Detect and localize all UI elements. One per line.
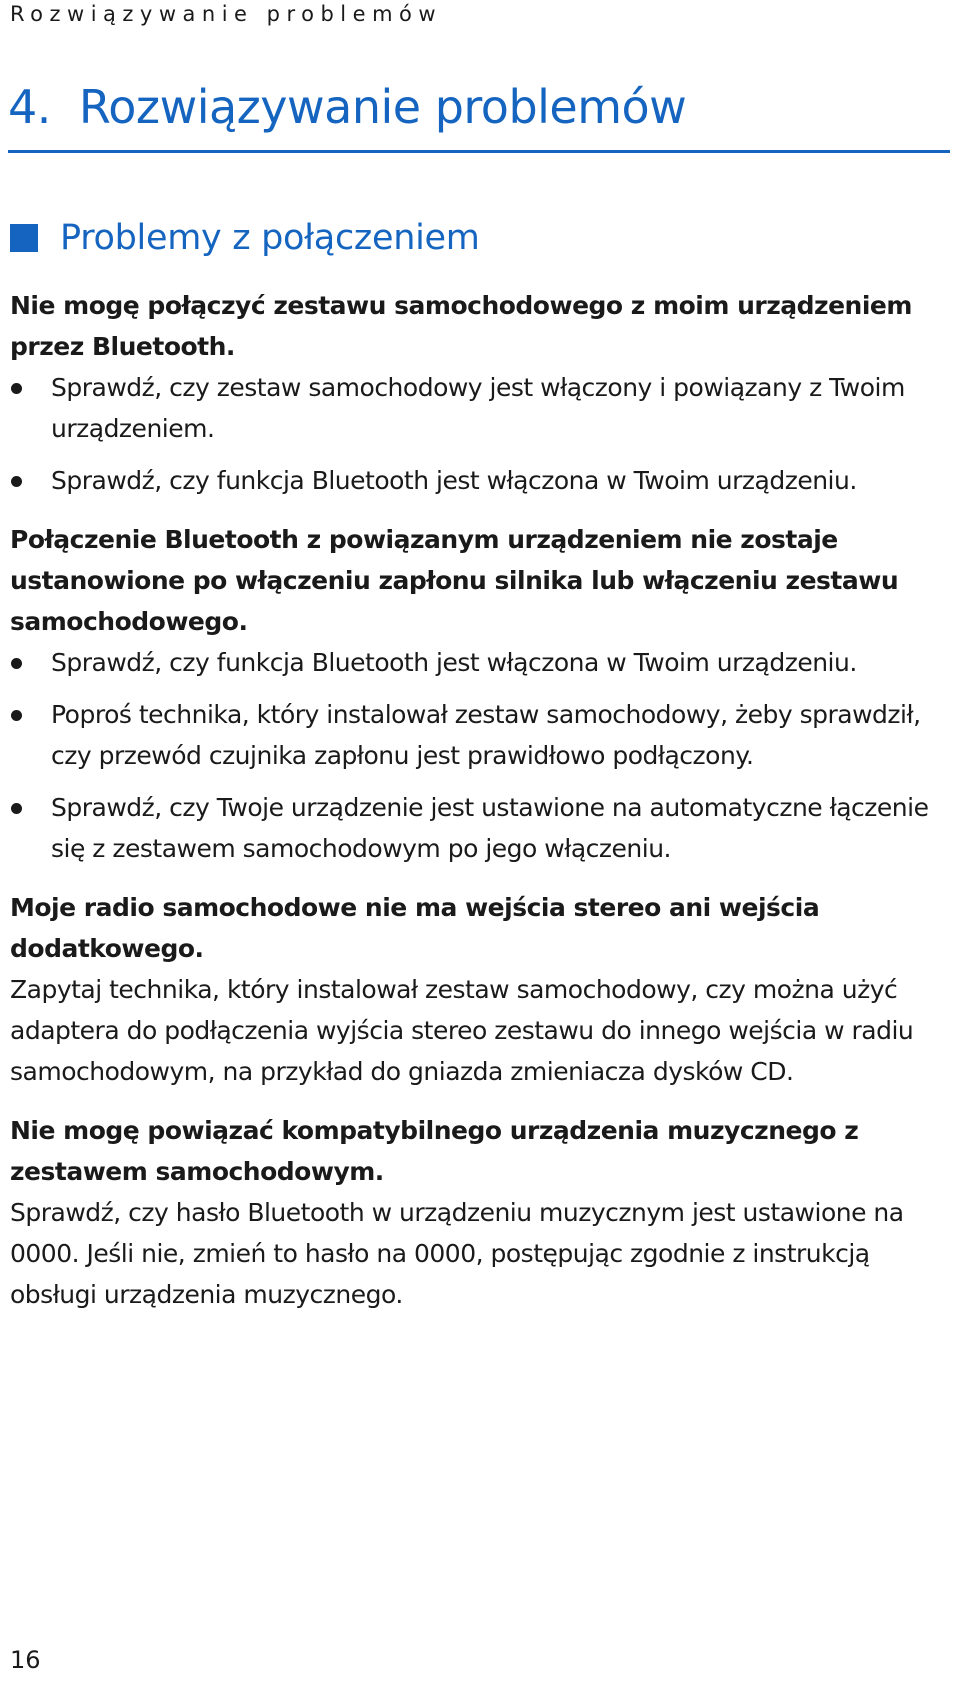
bullet-item: [10, 694, 950, 776]
bullet-text: Sprawdź, czy zestaw samochodowy jest włączony i powiązany z Twoim urządzeniem.: [51, 373, 905, 443]
problem-1: [10, 285, 950, 501]
problem-2: [10, 519, 950, 869]
bullet-text: Sprawdź, czy Twoje urządzenie jest ustawione na automatyczne łączenie się z zestawem samochodowym po jego włączeniu.: [51, 793, 929, 863]
section-square-icon: [10, 224, 38, 252]
content: [10, 285, 950, 1333]
problem-answer: Sprawdź, czy hasło Bluetooth w urządzeniu muzycznym jest ustawione na 0000. Jeśli nie, zmień to hasło na 0000, postępując zgodnie z instrukcją obsługi urządzenia muzycznego.: [10, 1198, 904, 1309]
problem-question: Nie mogę połączyć zestawu samochodowego z moim urządzeniem przez Bluetooth.: [10, 291, 912, 361]
bullet-text: Sprawdź, czy funkcja Bluetooth jest włączona w Twoim urządzeniu.: [51, 466, 857, 495]
problem-question: Połączenie Bluetooth z powiązanym urządzeniem nie zostaje ustanowione po włączeniu zapłonu silnika lub włączeniu zestawu samochodowego.: [10, 525, 899, 636]
problem-question: Moje radio samochodowe nie ma wejścia stereo ani wejścia dodatkowego.: [10, 893, 820, 963]
bullet-item: [10, 642, 950, 683]
bullet-icon: [11, 710, 22, 721]
page-number: 16: [10, 1646, 41, 1674]
bullet-list: [10, 642, 950, 869]
problem-4: [10, 1110, 950, 1315]
bullet-item: [10, 787, 950, 869]
problem-3: [10, 887, 950, 1092]
running-header: Rozwiązywanie problemów: [10, 2, 443, 26]
bullet-item: [10, 367, 950, 449]
chapter-title-text: Rozwiązywanie problemów: [78, 80, 687, 134]
problem-answer: Zapytaj technika, który instalował zestaw samochodowy, czy można użyć adaptera do podłączenia wyjścia stereo zestawu do innego wejścia w radiu samochodowym, na przykład do gniazda zmieniacza dysków CD.: [10, 975, 914, 1086]
section-heading: [10, 218, 480, 258]
chapter-divider: [8, 150, 950, 153]
bullet-icon: [11, 658, 22, 669]
bullet-icon: [11, 803, 22, 814]
bullet-icon: [11, 476, 22, 487]
chapter-title: [8, 80, 686, 134]
problem-question: Nie mogę powiązać kompatybilnego urządzenia muzycznego z zestawem samochodowym.: [10, 1116, 859, 1186]
bullet-text: Sprawdź, czy funkcja Bluetooth jest włączona w Twoim urządzeniu.: [51, 648, 857, 677]
section-title: Problemy z połączeniem: [60, 218, 480, 258]
bullet-text: Poproś technika, który instalował zestaw samochodowy, żeby sprawdził, czy przewód czujnika zapłonu jest prawidłowo podłączony.: [51, 700, 921, 770]
chapter-number: 4.: [8, 80, 51, 134]
bullet-item: [10, 460, 950, 501]
bullet-icon: [11, 383, 22, 394]
bullet-list: [10, 367, 950, 501]
